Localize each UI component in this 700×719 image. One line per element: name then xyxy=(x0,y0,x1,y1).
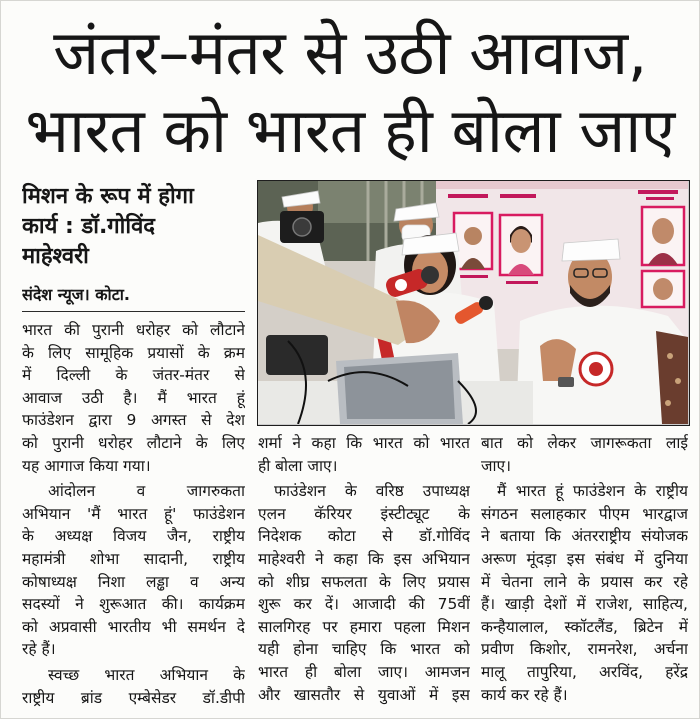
body-line: फाउंडेशन द्वारा 9 अगस्त से देश xyxy=(22,411,245,430)
body-line: प्रवीण किशोर, रामनरेश, अर्चना xyxy=(481,640,688,659)
body-line: ही बोला जाए। xyxy=(258,456,338,475)
body-line: के लिए सामूहिक प्रयासों के क्रम xyxy=(22,343,245,362)
body-line: माहेश्वरी ने कहा कि इस अभियान xyxy=(258,549,470,568)
article-column-1 xyxy=(22,319,245,709)
subheadline-line: मिशन के रूप में होगा xyxy=(22,184,194,209)
body-line: में दिल्ली के जंतर-मंतर से xyxy=(22,366,245,385)
article-column-3 xyxy=(481,432,688,706)
body-line: अरूण मूंदड़ा इस संबंध में दुनिया xyxy=(481,549,688,568)
paragraph xyxy=(22,480,245,661)
paragraph xyxy=(258,432,470,477)
body-line: मालू तापुरिया, अरविंद, हरेंद्र xyxy=(481,662,688,681)
headline xyxy=(20,14,680,170)
body-line: आंदोलन व जागरुकता xyxy=(48,482,245,501)
body-line: संगठन सलाहकार पीएम भारद्वाज xyxy=(481,504,688,523)
paragraph xyxy=(22,319,245,477)
body-line: कन्हैयालाल, स्कॉटलैंड, ब्रिटेन में xyxy=(481,617,688,636)
body-line: को अप्रवासी भारतीय भी समर्थन दे xyxy=(22,617,245,636)
body-line: आवाज उठी है। मैं भारत हूं xyxy=(22,388,245,407)
paragraph xyxy=(481,480,688,706)
body-line: शुरू कर दें। आजादी की 75वीं xyxy=(258,595,470,614)
body-line: मैं भारत हूं फाउंडेशन के राष्ट्रीय xyxy=(497,482,688,501)
paragraph xyxy=(22,664,245,709)
body-line: भारत की पुरानी धरोहर को लौटाने xyxy=(22,321,245,339)
body-line: के अध्यक्ष विजय जैन, राष्ट्रीय xyxy=(22,527,245,546)
body-line: ने बताया कि अंतरराष्ट्रीय संयोजक xyxy=(481,527,688,546)
body-line: सदस्यों ने शुरूआत की। कार्यक्रम xyxy=(22,595,245,614)
byline-divider xyxy=(22,311,245,312)
body-line: यही होना चाहिए कि भारत को xyxy=(258,640,470,659)
body-line: अभियान 'मैं भारत हूं' फाउंडेशन xyxy=(22,504,245,523)
article-column-2 xyxy=(258,432,470,706)
body-line: और खासतौर से युवाओं में इस xyxy=(258,685,470,704)
subheadline-line: माहेश्वरी xyxy=(22,244,89,269)
body-line: को पुरानी धरोहर लौटाने के लिए xyxy=(22,433,245,452)
paragraph xyxy=(481,432,688,477)
body-line: जाए। xyxy=(481,456,511,475)
subheadline-line: कार्य : डॉ.गोविंद xyxy=(22,214,155,239)
body-line: में चेतना लाने के प्रयास कर रहे xyxy=(481,572,688,591)
body-line: स्वच्छ भारत अभियान के xyxy=(48,665,245,684)
body-line: फाउंडेशन के वरिष्ठ उपाध्यक्ष xyxy=(274,482,470,501)
body-line: भारत ही बोला जाए। आमजन xyxy=(258,662,470,681)
headline-line-2: भारत को भारत ही बोला जाए xyxy=(25,94,675,167)
body-line: राष्ट्रीय ब्रांड एम्बेसेडर डॉ.डीपी xyxy=(22,688,245,707)
paragraph xyxy=(258,480,470,706)
body-line: रहे हैं। xyxy=(22,640,56,659)
body-line: कार्य कर रहे हैं। xyxy=(481,685,568,704)
body-line: कोषाध्यक्ष निशा लड्ढा व अन्य xyxy=(22,572,245,591)
byline: संदेश न्यूज। कोटा. xyxy=(22,285,130,304)
body-line: महामंत्री शोभा सादानी, राष्ट्रीय xyxy=(22,549,245,568)
body-line: यह आगाज किया गया। xyxy=(22,456,151,475)
body-line: एलन कॅरियर इंस्टीट्यूट के xyxy=(258,504,470,523)
body-line: निदेशक कोटा से डॉ.गोविंद xyxy=(258,527,470,546)
news-photo xyxy=(257,180,690,426)
body-line: हैं। खाड़ी देशों में राजेश, साहित्य, xyxy=(481,595,688,614)
body-line: शर्मा ने कहा कि भारत को भारत xyxy=(258,434,470,452)
body-line: बात को लेकर जागरूकता लाई xyxy=(481,434,688,452)
headline-line-1: जंतर–मंतर से उठी आवाज, xyxy=(53,16,647,89)
news-photo-image xyxy=(258,181,688,424)
body-line: को शीघ्र सफलता के लिए प्रयास xyxy=(258,572,470,591)
body-line: सालगिरह पर हमारा पहला मिशन xyxy=(258,617,470,636)
subheadline xyxy=(22,182,248,272)
